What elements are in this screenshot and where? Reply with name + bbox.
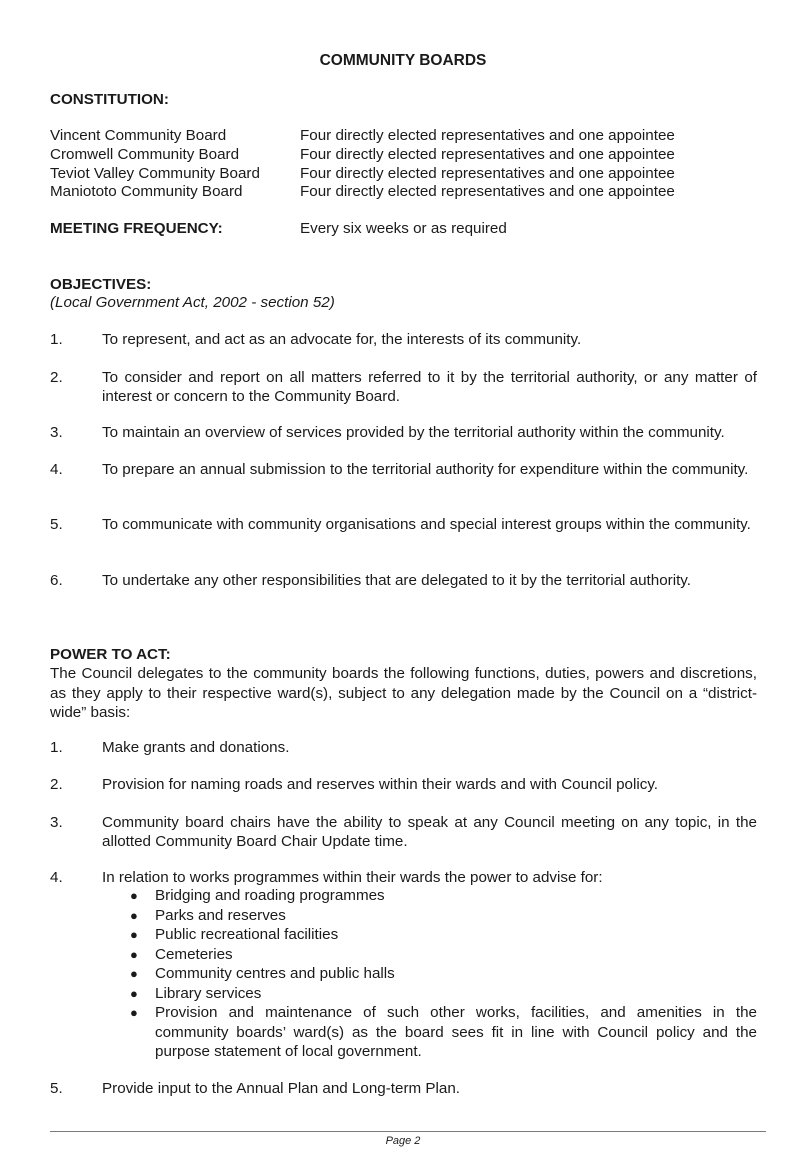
objective-text: To prepare an annual submission to the territorial authority for expenditure within the community.	[102, 461, 749, 478]
objective-text: To consider and report on all matters referred to it by the territorial authority, or any matter of interest or concern to the Community Board.	[102, 369, 757, 405]
objective-number: 1.	[50, 331, 63, 348]
bullet-text: Public recreational facilities	[155, 926, 339, 943]
bullet-icon: ●	[130, 1005, 138, 1020]
power-intro: The Council delegates to the community boards the following functions, duties, powers and discretions, as they apply to their respective ward(s), subject to any delegation made by the Council on a “district-wide” basis:	[50, 665, 757, 721]
footer-divider	[50, 1131, 766, 1132]
bullet-text: Community centres and public halls	[155, 965, 395, 982]
bullet-icon: ●	[130, 888, 138, 903]
objective-number: 6.	[50, 572, 63, 589]
bullet-text: Parks and reserves	[155, 906, 286, 924]
bullet-icon: ●	[130, 985, 138, 1001]
constitution-heading: CONSTITUTION:	[50, 91, 169, 108]
bullet-item	[127, 886, 757, 906]
bullet-item	[127, 945, 757, 965]
bullet-item	[127, 1003, 757, 1062]
bullet-icon: ●	[130, 946, 138, 962]
bullet-icon: ●	[130, 907, 138, 923]
document-title: COMMUNITY BOARDS	[319, 52, 487, 69]
power-number: 4.	[50, 869, 63, 886]
power-text: Community board chairs have the ability to speak at any Council meeting on any topic, in the allotted Community Board Chair Update time.	[102, 814, 757, 850]
bullet-item	[127, 925, 757, 945]
power-text: Provision for naming roads and reserves within their wards and with Council policy.	[102, 776, 659, 793]
bullet-text: Library services	[155, 984, 262, 1002]
power-number: 3.	[50, 814, 63, 831]
power-number: 2.	[50, 776, 63, 793]
objective-text: To communicate with community organisations and special interest groups within the community.	[102, 516, 751, 533]
bullet-icon: ●	[130, 927, 138, 942]
bullet-item	[127, 984, 757, 1004]
board-name: Maniototo Community Board	[50, 183, 243, 200]
power-number: 1.	[50, 739, 63, 756]
page-number: Page 2	[385, 1135, 421, 1147]
board-description: Four directly elected representatives and one appointee	[300, 146, 675, 163]
objective-text: To maintain an overview of services provided by the territorial authority within the community.	[102, 424, 725, 441]
board-name: Cromwell Community Board	[50, 146, 240, 163]
bullet-text: Cemeteries	[155, 945, 233, 963]
objectives-heading: OBJECTIVES:	[50, 276, 152, 293]
meeting-frequency-label: MEETING FREQUENCY:	[50, 220, 223, 237]
objective-number: 3.	[50, 424, 63, 441]
board-name: Vincent Community Board	[50, 127, 227, 144]
board-description: Four directly elected representatives and one appointee	[300, 127, 675, 144]
meeting-frequency-value: Every six weeks or as required	[300, 220, 507, 237]
power-text: Provide input to the Annual Plan and Long-term Plan.	[102, 1080, 460, 1097]
board-description: Four directly elected representatives and one appointee	[300, 165, 675, 182]
objective-number: 5.	[50, 516, 63, 533]
objective-text: To undertake any other responsibilities that are delegated to it by the territorial authority.	[102, 572, 691, 589]
bullet-item	[127, 906, 757, 926]
board-name: Teviot Valley Community Board	[50, 165, 260, 182]
objective-number: 2.	[50, 369, 63, 386]
objective-text: To represent, and act as an advocate for, the interests of its community.	[102, 331, 582, 348]
power-number: 5.	[50, 1080, 63, 1097]
bullet-text: Provision and maintenance of such other works, facilities, and amenities in the community boards’ ward(s) as the board sees fit in line with Council policy and the purpose statement of local government.	[155, 1004, 757, 1060]
objectives-source: (Local Government Act, 2002 - section 52)	[50, 294, 335, 311]
objective-number: 4.	[50, 461, 63, 478]
bullet-text: Bridging and roading programmes	[155, 887, 385, 904]
bullet-icon: ●	[130, 966, 138, 981]
power-text: In relation to works programmes within their wards the power to advise for:	[102, 869, 603, 886]
bullet-item	[127, 964, 757, 984]
power-heading: POWER TO ACT:	[50, 646, 171, 663]
board-description: Four directly elected representatives and one appointee	[300, 183, 675, 200]
works-bullet-list	[127, 886, 757, 1062]
power-text: Make grants and donations.	[102, 739, 290, 756]
